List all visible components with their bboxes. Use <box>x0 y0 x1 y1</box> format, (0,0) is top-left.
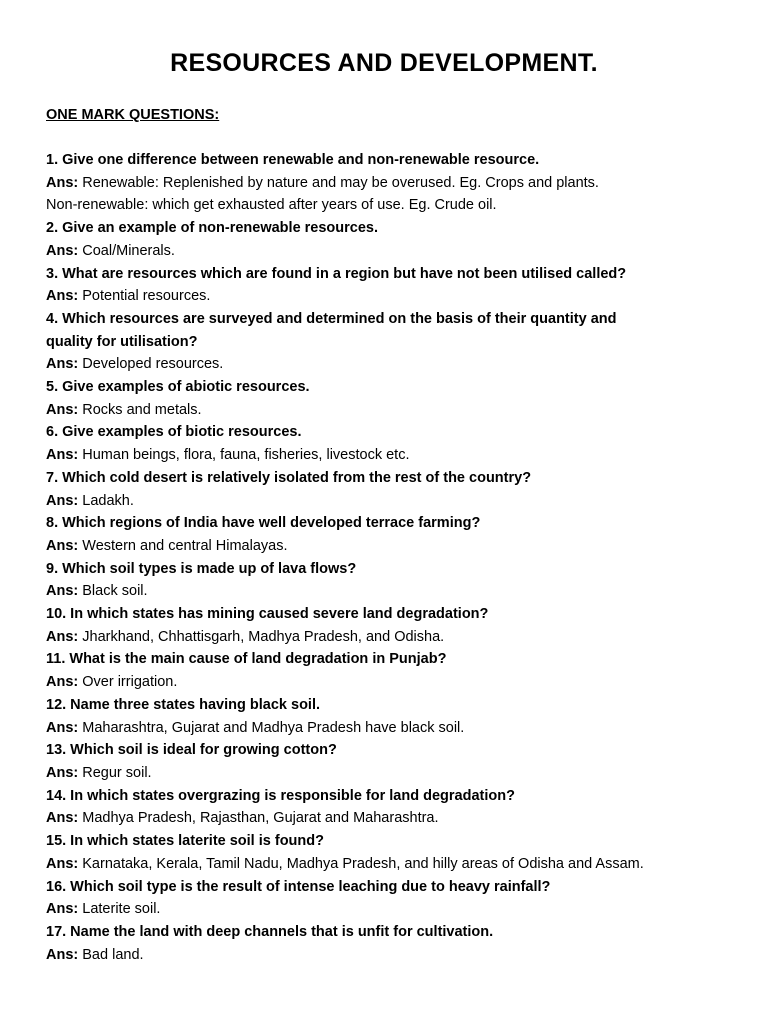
answer-line <box>46 580 736 603</box>
answer-line <box>46 240 736 263</box>
answer-text: Madhya Pradesh, Rajasthan, Gujarat and Maharashtra. <box>82 810 439 827</box>
question-line: 15. In which states laterite soil is found? <box>46 833 324 850</box>
question-line: 7. Which cold desert is relatively isolated from the rest of the country? <box>46 469 532 486</box>
page-title: RESOURCES AND DEVELOPMENT. <box>170 49 598 77</box>
answer-line <box>46 444 736 467</box>
answer-label: Ans: <box>46 492 79 509</box>
answer-text: Regur soil. <box>82 764 152 781</box>
answer-label: Ans: <box>46 674 79 691</box>
question-line: 6. Give examples of biotic resources. <box>46 424 302 441</box>
answer-text: Ladakh. <box>82 492 134 509</box>
answer-label: Ans: <box>46 174 79 191</box>
answer-text: Developed resources. <box>82 356 224 373</box>
question-line: 5. Give examples of abiotic resources. <box>46 379 310 396</box>
question-line: 16. Which soil type is the result of intense leaching due to heavy rainfall? <box>46 878 551 895</box>
answer-line <box>46 717 736 740</box>
answer-line <box>46 535 736 558</box>
answer-line <box>46 353 736 376</box>
question-line: 9. Which soil types is made up of lava flows? <box>46 560 357 577</box>
answer-text: Karnataka, Kerala, Tamil Nadu, Madhya Pradesh, and hilly areas of Odisha and Assam. <box>82 855 644 872</box>
answer-label: Ans: <box>46 583 79 600</box>
answer-line <box>46 490 736 513</box>
answer-line <box>46 807 736 830</box>
answer-line <box>46 626 736 649</box>
question-line: 12. Name three states having black soil. <box>46 696 321 713</box>
answer-text: Jharkhand, Chhattisgarh, Madhya Pradesh, and Odisha. <box>82 628 445 645</box>
question-answer-list <box>46 149 736 966</box>
answer-text: Potential resources. <box>82 288 211 305</box>
question-line: 1. Give one difference between renewable and non-renewable resource. <box>46 152 540 168</box>
question-line: 11. What is the main cause of land degradation in Punjab? <box>46 651 447 668</box>
answer-label: Ans: <box>46 719 79 736</box>
answer-text: Western and central Himalayas. <box>82 537 288 554</box>
question-line: 4. Which resources are surveyed and determined on the basis of their quantity and <box>46 310 617 327</box>
answer-label: Ans: <box>46 764 79 781</box>
answer-label: Ans: <box>46 447 79 464</box>
answer-line <box>46 172 736 195</box>
answer-label: Ans: <box>46 242 79 259</box>
answer-text: Black soil. <box>82 583 148 600</box>
answer-text: Bad land. <box>82 946 144 963</box>
answer-label: Ans: <box>46 946 79 963</box>
answer-line <box>46 285 736 308</box>
section-heading: ONE MARK QUESTIONS: <box>46 107 220 123</box>
answer-text: Laterite soil. <box>82 901 161 918</box>
answer-line <box>46 898 736 921</box>
question-line: 13. Which soil is ideal for growing cotton? <box>46 742 337 759</box>
answer-text: Over irrigation. <box>82 674 178 691</box>
question-line: quality for utilisation? <box>46 333 198 350</box>
question-line: 2. Give an example of non-renewable resources. <box>46 220 379 237</box>
answer-line <box>46 853 736 876</box>
question-line: 14. In which states overgrazing is responsible for land degradation? <box>46 787 515 804</box>
answer-line <box>46 762 736 785</box>
answer-label: Ans: <box>46 855 79 872</box>
answer-text: Rocks and metals. <box>82 401 202 418</box>
question-line: 10. In which states has mining caused severe land degradation? <box>46 606 489 623</box>
answer-label: Ans: <box>46 810 79 827</box>
answer-continuation-line: Non-renewable: which get exhausted after years of use. Eg. Crude oil. <box>46 197 497 214</box>
answer-label: Ans: <box>46 288 79 305</box>
question-line: 8. Which regions of India have well developed terrace farming? <box>46 515 481 532</box>
question-line: 17. Name the land with deep channels that is unfit for cultivation. <box>46 923 494 940</box>
answer-label: Ans: <box>46 401 79 418</box>
answer-text: Maharashtra, Gujarat and Madhya Pradesh have black soil. <box>82 719 465 736</box>
answer-label: Ans: <box>46 356 79 373</box>
question-line: 3. What are resources which are found in a region but have not been utilised called? <box>46 265 627 282</box>
answer-text: Coal/Minerals. <box>82 242 175 259</box>
answer-label: Ans: <box>46 537 79 554</box>
answer-label: Ans: <box>46 628 79 645</box>
answer-line <box>46 671 736 694</box>
answer-text: Renewable: Replenished by nature and may be overused. Eg. Crops and plants. <box>82 174 599 191</box>
answer-line <box>46 944 736 967</box>
answer-line <box>46 399 736 422</box>
answer-label: Ans: <box>46 901 79 918</box>
answer-text: Human beings, flora, fauna, fisheries, livestock etc. <box>82 447 410 464</box>
